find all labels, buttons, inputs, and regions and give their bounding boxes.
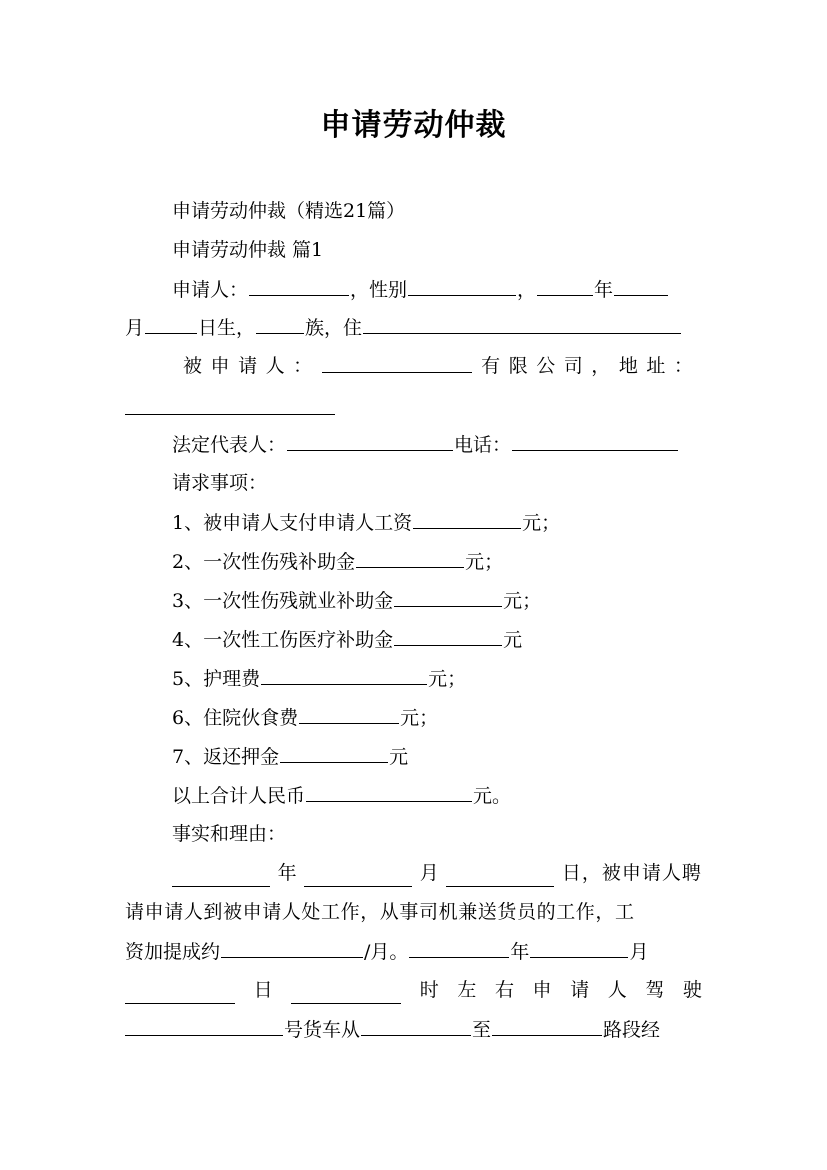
year-label: 年: [510, 941, 530, 963]
facts-line-2: 请申请人到被申请人处工作，从事司机兼送货员的工作，工: [125, 901, 635, 923]
claim-item: [172, 586, 541, 615]
year-label: 年: [594, 279, 614, 301]
respondent-char: 被: [183, 355, 203, 377]
facts-text: 路段经: [603, 1019, 661, 1041]
respondent-char: ：: [673, 355, 693, 377]
facts-char: 人: [607, 979, 627, 1001]
claim-label: 2、一次性伤残补助金: [172, 551, 356, 573]
to-blank[interactable]: [492, 1015, 602, 1036]
ethnic-blank[interactable]: [256, 313, 304, 334]
facts-day-blank-2[interactable]: [125, 983, 235, 1004]
claim-amount-blank[interactable]: [356, 547, 464, 568]
applicant-line-1: [172, 275, 669, 304]
respondent-char: 人: [265, 355, 285, 377]
respondent-char: ，: [591, 355, 611, 377]
claim-item: [172, 703, 438, 732]
facts-char: 请: [570, 979, 590, 1001]
respondent-char: 限: [508, 355, 528, 377]
claim-amount-blank[interactable]: [280, 742, 388, 763]
claim-unit: 元: [503, 629, 523, 651]
facts-char: 左: [457, 979, 477, 1001]
facts-day-blank[interactable]: [446, 866, 554, 887]
facts-hour-blank[interactable]: [291, 983, 401, 1004]
facts-char: 驶: [682, 979, 702, 1001]
total-line: [172, 781, 511, 810]
total-amount-blank[interactable]: [306, 781, 472, 802]
respondent-company-blank[interactable]: [322, 352, 472, 373]
birth-day-blank[interactable]: [145, 313, 197, 334]
phone-blank[interactable]: [512, 430, 678, 451]
gender-blank[interactable]: [408, 275, 516, 296]
respondent-char: 址: [646, 355, 666, 377]
gender-label: ，性别: [350, 279, 408, 301]
claim-label: 3、一次性伤残就业补助金: [172, 590, 394, 612]
claim-item: [172, 625, 522, 654]
facts-heading: 事实和理由：: [172, 823, 287, 845]
facts-text: 至: [472, 1019, 492, 1041]
facts-month-blank-2[interactable]: [530, 937, 628, 958]
birth-year-blank[interactable]: [537, 275, 593, 296]
legal-rep-blank[interactable]: [287, 430, 453, 451]
claim-label: 1、被申请人支付申请人工资: [172, 512, 413, 534]
applicant-line-2: [125, 313, 682, 342]
respondent-address-blank[interactable]: [125, 413, 335, 415]
month-label: 月: [419, 862, 439, 884]
claim-label: 7、返还押金: [172, 746, 280, 768]
facts-line-5: [125, 1015, 660, 1044]
facts-char: 日: [253, 979, 273, 1001]
claim-amount-blank[interactable]: [261, 664, 427, 685]
respondent-char: 申: [210, 355, 230, 377]
claim-amount-blank[interactable]: [413, 508, 521, 529]
facts-line-4: [125, 976, 702, 1004]
respondent-char: ：: [293, 355, 313, 377]
claim-amount-blank[interactable]: [394, 625, 502, 646]
month-label: 月: [629, 941, 649, 963]
plate-blank[interactable]: [125, 1015, 283, 1036]
claim-unit: 元；: [400, 707, 439, 729]
respondent-char: 有: [481, 355, 501, 377]
facts-year-blank-2[interactable]: [409, 937, 509, 958]
claim-item: [172, 664, 466, 693]
part-heading: 申请劳动仲裁 篇1: [172, 239, 324, 261]
claim-unit: 元: [389, 746, 409, 768]
facts-text: 资加提成约: [125, 941, 221, 963]
claim-amount-blank[interactable]: [394, 586, 502, 607]
facts-line-1: [172, 859, 702, 887]
legal-rep-line: [172, 430, 679, 459]
facts-text: /月。: [364, 941, 409, 963]
facts-char: 时: [419, 979, 439, 1001]
address-blank[interactable]: [363, 313, 681, 334]
claim-unit: 元；: [428, 668, 467, 690]
total-unit: 元。: [473, 785, 512, 807]
respondent-char: 请: [238, 355, 258, 377]
respondent-char: 司: [563, 355, 583, 377]
claim-unit: 元；: [503, 590, 542, 612]
month-label: 月: [125, 317, 145, 339]
claim-item: [172, 508, 560, 537]
legal-rep-label: 法定代表人：: [172, 434, 287, 456]
respondent-char: 地: [618, 355, 638, 377]
document-title: 申请劳动仲裁: [320, 108, 507, 143]
facts-text: 日，被申请人聘: [561, 862, 702, 884]
facts-char: 申: [532, 979, 552, 1001]
claim-unit: 元；: [522, 512, 561, 534]
from-blank[interactable]: [361, 1015, 471, 1036]
claim-amount-blank[interactable]: [299, 703, 399, 724]
total-label: 以上合计人民币: [172, 785, 306, 807]
ethnic-label: 族，住: [305, 317, 363, 339]
phone-label: 电话：: [454, 434, 512, 456]
claim-unit: 元；: [465, 551, 504, 573]
facts-char: 右: [494, 979, 514, 1001]
respondent-line: [183, 352, 693, 380]
facts-line-3: [125, 937, 648, 966]
claim-label: 5、护理费: [172, 668, 261, 690]
salary-blank[interactable]: [221, 937, 363, 958]
claim-label: 6、住院伙食费: [172, 707, 299, 729]
claim-label: 4、一次性工伤医疗补助金: [172, 629, 394, 651]
facts-year-blank[interactable]: [172, 866, 270, 887]
year-label: 年: [277, 862, 297, 884]
claim-item: [172, 742, 408, 771]
applicant-label: 申请人：: [172, 279, 249, 301]
comma: ，: [517, 279, 537, 301]
facts-text: 号货车从: [284, 1019, 361, 1041]
facts-char: 驾: [645, 979, 665, 1001]
claims-heading: 请求事项：: [172, 472, 268, 494]
birth-month-blank-a[interactable]: [614, 275, 668, 296]
respondent-char: 公: [536, 355, 556, 377]
subtitle: 申请劳动仲裁（精选21篇）: [172, 200, 406, 222]
claim-item: [172, 547, 503, 576]
born-label: 日生，: [198, 317, 256, 339]
applicant-name-blank[interactable]: [249, 275, 349, 296]
facts-month-blank[interactable]: [304, 866, 412, 887]
